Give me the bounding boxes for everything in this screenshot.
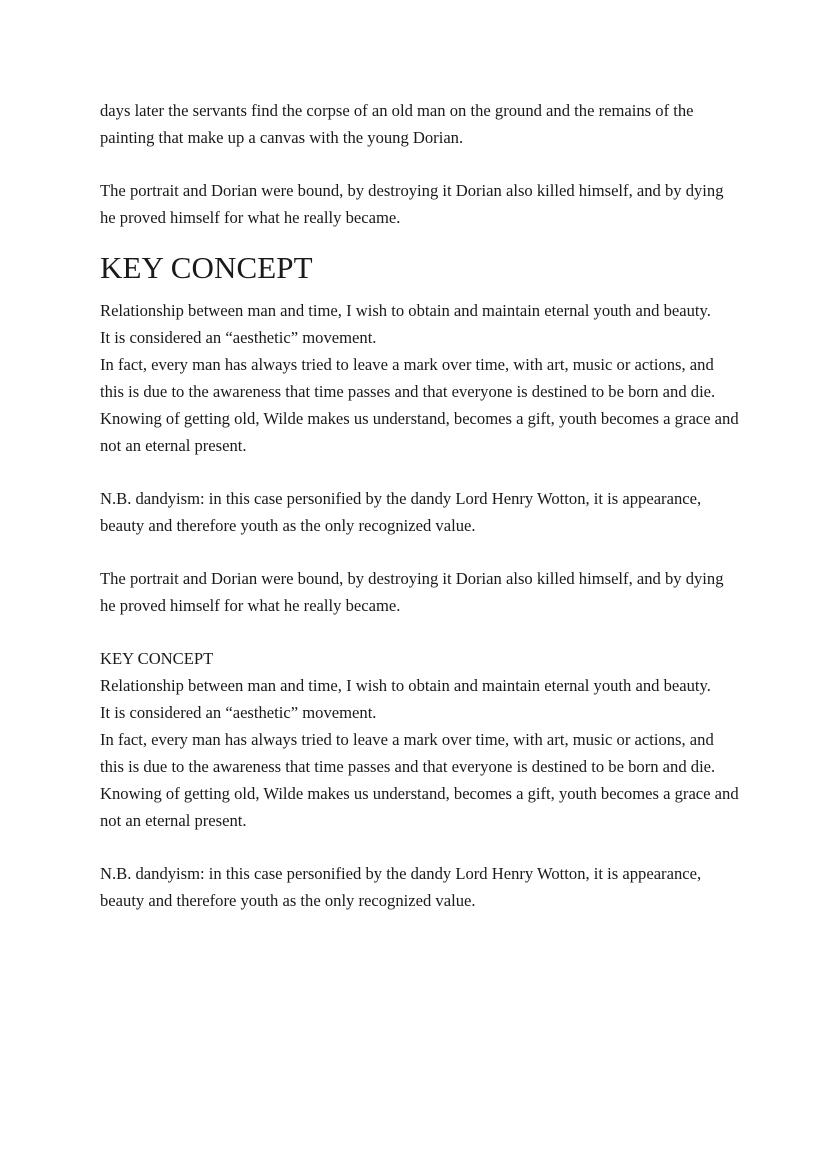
paragraph-gap xyxy=(100,539,740,565)
intro-paragraph-portrait: The portrait and Dorian were bound, by destroying it Dorian also killed himself, and by dying he proved himself for what he really became. xyxy=(100,181,724,227)
paragraph-gap xyxy=(100,834,740,860)
key-concept-heading: KEY CONCEPT xyxy=(100,250,313,285)
paragraph-gap xyxy=(100,459,740,485)
key-concept-line-relationship-repeat: Relationship between man and time, I wish to obtain and maintain eternal youth and beauty. xyxy=(100,676,711,695)
key-concept-line-getting-old-repeat: Knowing of getting old, Wilde makes us understand, becomes a gift, youth becomes a grace and not an eternal present. xyxy=(100,784,739,830)
intro-paragraph-corpse: days later the servants find the corpse of an old man on the ground and the remains of the painting that make up a canvas with the young Dorian. xyxy=(100,101,694,147)
key-concept-line-getting-old: Knowing of getting old, Wilde makes us understand, becomes a gift, youth becomes a grace and not an eternal present. xyxy=(100,409,739,455)
key-concept-line-aesthetic: It is considered an “aesthetic” movement. xyxy=(100,328,377,347)
key-concept-line-mark: In fact, every man has always tried to leave a mark over time, with art, music or actions, and this is due to the awareness that time passes and that everyone is destined to be born and die. xyxy=(100,355,716,401)
key-concept-line-aesthetic-repeat: It is considered an “aesthetic” movement. xyxy=(100,703,377,722)
key-concept-subheading: KEY CONCEPT xyxy=(100,649,214,668)
portrait-paragraph: The portrait and Dorian were bound, by destroying it Dorian also killed himself, and by dying he proved himself for what he really became. xyxy=(100,569,724,615)
dandyism-note: N.B. dandyism: in this case personified by the dandy Lord Henry Wotton, it is appearance, beauty and therefore youth as the only recognized value. xyxy=(100,489,702,535)
key-concept-line-relationship: Relationship between man and time, I wish to obtain and maintain eternal youth and beauty. xyxy=(100,301,711,320)
key-concept-line-mark-repeat: In fact, every man has always tried to leave a mark over time, with art, music or actions, and this is due to the awareness that time passes and that everyone is destined to be born and die. xyxy=(100,730,716,776)
paragraph-gap xyxy=(100,151,740,177)
document-page xyxy=(100,97,740,914)
paragraph-gap xyxy=(100,231,740,239)
dandyism-note-repeat: N.B. dandyism: in this case personified by the dandy Lord Henry Wotton, it is appearance, beauty and therefore youth as the only recognized value. xyxy=(100,864,702,910)
paragraph-gap xyxy=(100,619,740,645)
